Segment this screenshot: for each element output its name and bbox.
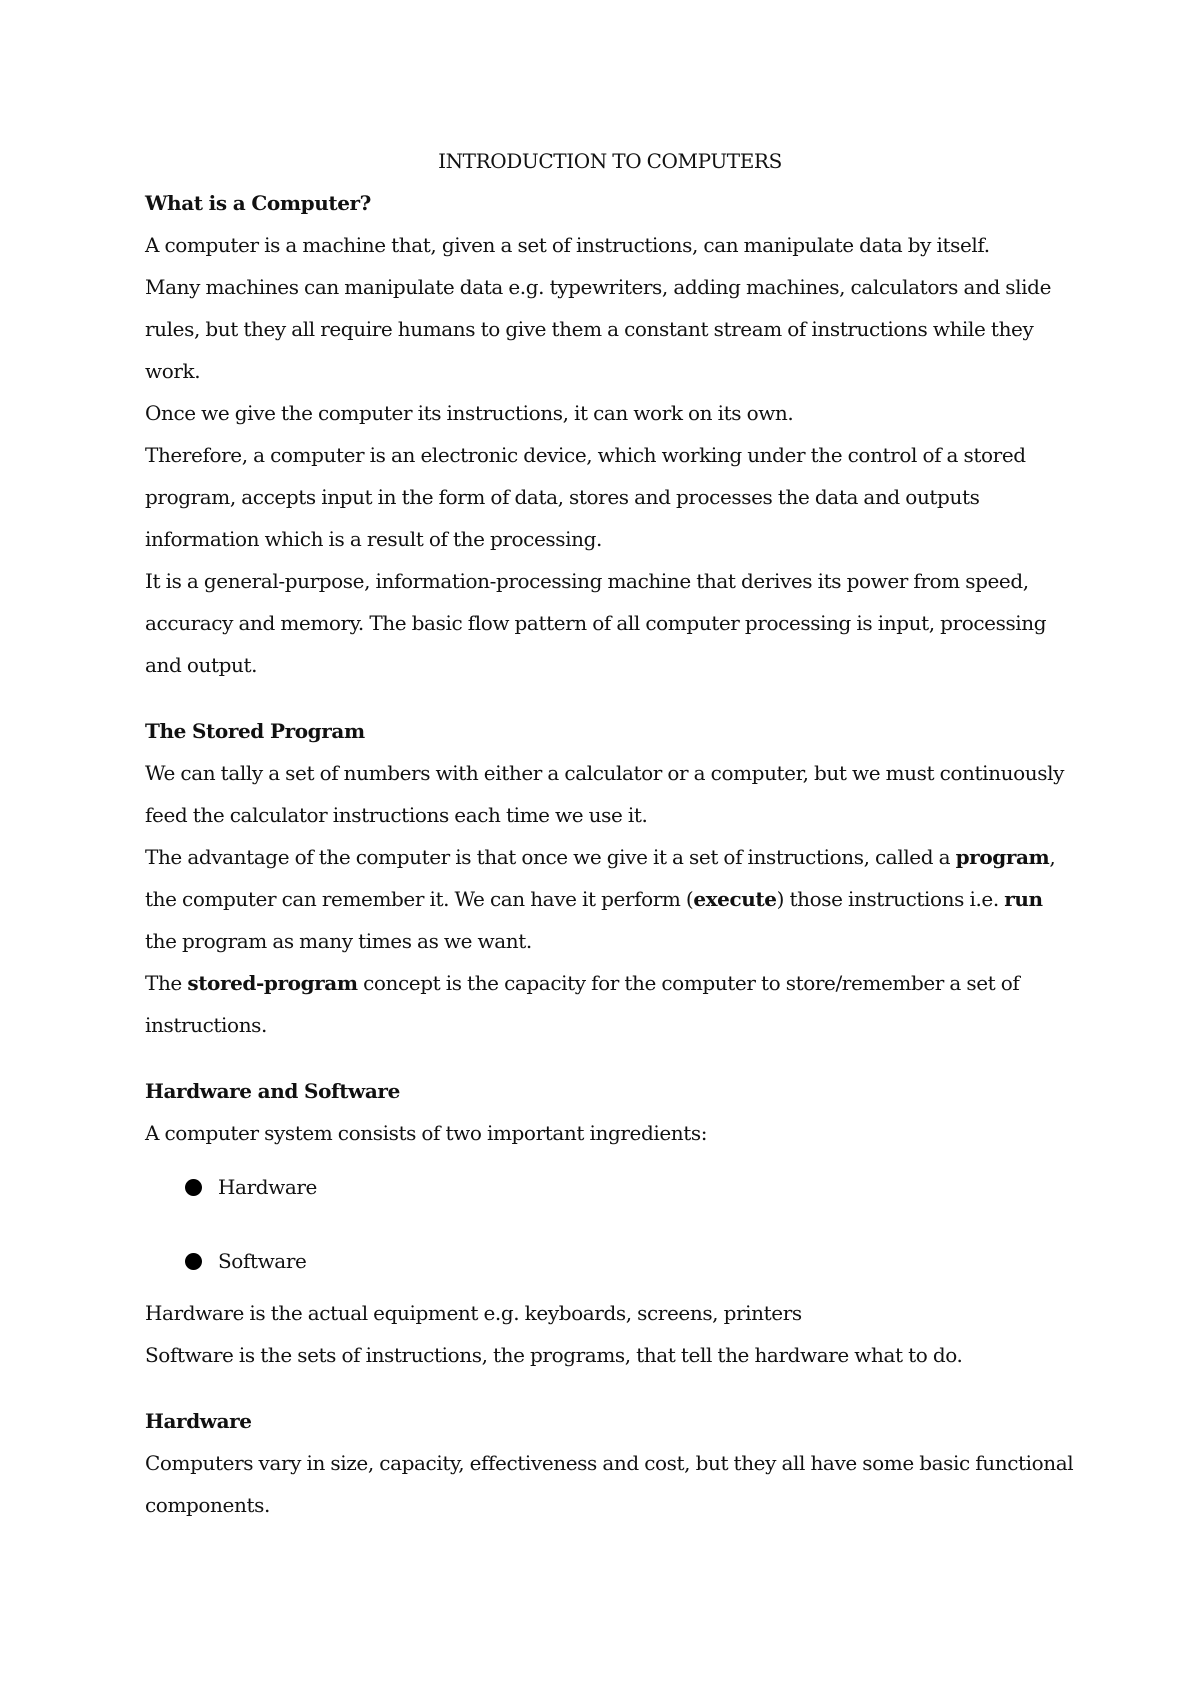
- list-item: [185, 1240, 1075, 1282]
- list-item-label: Software: [218, 1249, 307, 1273]
- text-run: The advantage of the computer is that once we give it a set of instructions, called a: [145, 845, 956, 869]
- bold-term-program: program: [955, 845, 1050, 869]
- paragraph: [145, 836, 1075, 962]
- bold-term-run: run: [1004, 887, 1043, 911]
- paragraph: Computers vary in size, capacity, effectiveness and cost, but they all have some basic functional components.: [145, 1451, 1074, 1517]
- paragraph: Therefore, a computer is an electronic device, which working under the control of a stored program, accepts input in the form of data, stores and processes the data and outputs information which is a result of the processing.: [145, 443, 1026, 551]
- bullet-list: [145, 1166, 1075, 1282]
- text-run: ) those instructions i.e.: [776, 887, 1005, 911]
- text-run: , the computer can remember it. We can have it perform (: [145, 845, 1056, 911]
- paragraph: Once we give the computer its instructions, it can work on its own.: [145, 401, 794, 425]
- paragraph: Many machines can manipulate data e.g. typewriters, adding machines, calculators and slide rules, but they all require humans to give them a constant stream of instructions while they work.: [145, 275, 1052, 383]
- document-title: INTRODUCTION TO COMPUTERS: [438, 149, 782, 173]
- list-item-label: Hardware: [218, 1175, 317, 1199]
- text-run: the program as many times as we want.: [145, 929, 532, 953]
- heading-hardware: Hardware: [145, 1409, 252, 1433]
- list-item: [185, 1166, 1075, 1208]
- text-run: The: [145, 971, 188, 995]
- paragraph: [145, 962, 1075, 1046]
- heading-hardware-and-software: Hardware and Software: [145, 1079, 400, 1103]
- document-body: [145, 140, 1075, 1526]
- heading-what-is-a-computer: What is a Computer?: [145, 191, 371, 215]
- bullet-icon: [185, 1179, 202, 1196]
- paragraph: Hardware is the actual equipment e.g. keyboards, screens, printers: [145, 1301, 802, 1325]
- text-run: concept is the capacity for the computer to store/remember a set of instructions.: [145, 971, 1020, 1037]
- paragraph: We can tally a set of numbers with either a calculator or a computer, but we must continuously feed the calculator instructions each time we use it.: [145, 761, 1064, 827]
- bold-term-execute: execute: [693, 887, 777, 911]
- paragraph: It is a general-purpose, information-processing machine that derives its power from speed, accuracy and memory. The basic flow pattern of all computer processing is input, processing and output.: [145, 569, 1047, 677]
- heading-stored-program: The Stored Program: [145, 719, 365, 743]
- paragraph: A computer is a machine that, given a set of instructions, can manipulate data by itself.: [145, 233, 990, 257]
- paragraph: A computer system consists of two important ingredients:: [145, 1121, 708, 1145]
- bold-term-stored-program: stored-program: [187, 971, 358, 995]
- bullet-icon: [185, 1253, 202, 1270]
- paragraph: Software is the sets of instructions, the programs, that tell the hardware what to do.: [145, 1343, 963, 1367]
